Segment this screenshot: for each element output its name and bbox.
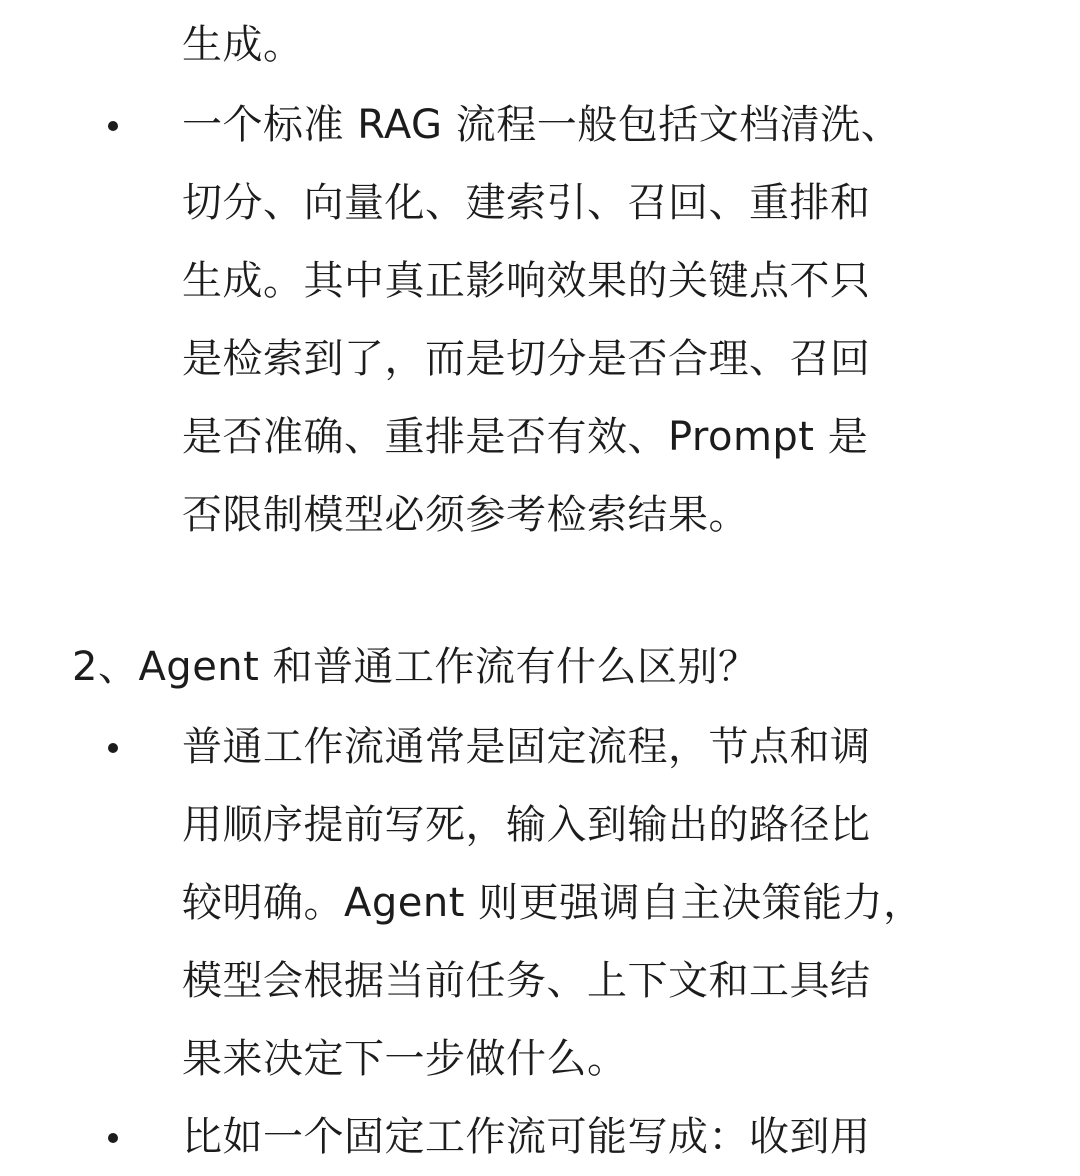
text-line: 比如一个固定工作流可能写成：收到用 (182, 1114, 871, 1160)
text-line: 生成。其中真正影响效果的关键点不只 (182, 258, 871, 304)
text-line: 模型会根据当前任务、上下文和工具结 (182, 958, 871, 1004)
text-line: 果来决定下一步做什么。 (182, 1036, 628, 1082)
text-line: 是否准确、重排是否有效、Prompt 是 (182, 414, 869, 460)
text-line: 一个标准 RAG 流程一般包括文档清洗、 (182, 102, 902, 148)
section-heading: 2、Agent 和普通工作流有什么区别？ (72, 644, 759, 690)
bullet-icon (108, 121, 118, 131)
text-line: 用顺序提前写死，输入到输出的路径比 (182, 802, 871, 848)
text-line: 否限制模型必须参考检索结果。 (182, 492, 749, 538)
bullet-icon (108, 1133, 118, 1143)
text-line: 切分、向量化、建索引、召回、重排和 (182, 180, 871, 226)
text-line: 生成。 (182, 22, 304, 68)
bullet-icon (108, 743, 118, 753)
text-line: 较明确。Agent 则更强调自主决策能力， (182, 880, 924, 926)
text-line: 普通工作流通常是固定流程，节点和调 (182, 724, 871, 770)
text-line: 是检索到了，而是切分是否合理、召回 (182, 336, 871, 382)
